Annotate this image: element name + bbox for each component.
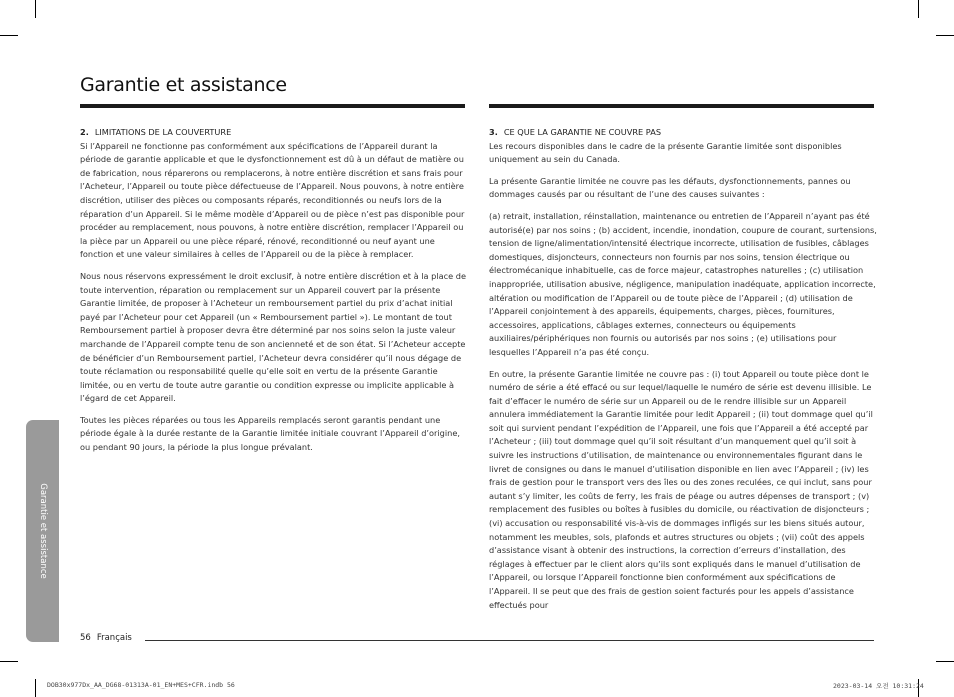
section-number: 3. <box>489 127 498 137</box>
crop-mark <box>35 679 36 697</box>
crop-mark <box>918 0 919 18</box>
page-number: 56 <box>80 633 91 643</box>
crop-mark <box>936 35 954 36</box>
section-heading-limitations <box>80 126 468 140</box>
section-heading-exclusions <box>489 126 877 140</box>
footer-rule <box>145 640 874 641</box>
crop-mark <box>936 661 954 662</box>
crop-mark <box>0 35 18 36</box>
page-footer <box>80 633 138 643</box>
left-column <box>80 126 468 463</box>
crop-mark <box>0 661 18 662</box>
paragraph: La présente Garantie limitée ne couvre pas les défauts, dysfonctionnements, pannes ou dommages causés par ou résultant de l’une des causes suivantes : <box>489 175 851 200</box>
page-title: Garantie et assistance <box>80 74 287 96</box>
paragraph: Nous nous réservons expressément le droit exclusif, à notre entière discrétion et à la place de toute intervention, réparation ou remplacement sur un Appareil couvert par la présente Garantie limitée, de proposer à l’Acheteur un remboursement partiel du prix d’achat initial payé par l’Acheteur pour cet Appareil (un « Remboursement partiel »). Le montant de tout Remboursement partiel à proposer devra être déterminé par nos soins selon la juste valeur marchande de l’Appareil compte tenu de son ancienneté et de son état. Si l’Acheteur accepte de bénéficier d’un Remboursement partiel, l’Acheteur devra considérer qu’il nous dégage de toute réclamation ou responsabilité quelle qu’elle soit en vertu de la présente Garantie limitée, ou en vertu de toute autre garantie ou condition expresse ou implicite applicable à l’égard de cet Appareil. <box>80 270 466 404</box>
section-title: LIMITATIONS DE LA COUVERTURE <box>94 127 232 137</box>
print-slug-file: DOB30x977Dx_AA_DG68-01313A-01_EN+MES+CFR.indb 56 <box>47 681 235 689</box>
title-rule-left <box>80 104 465 108</box>
section-side-tab <box>26 420 59 642</box>
right-column <box>489 126 877 620</box>
side-tab-label: Garantie et assistance <box>37 483 48 579</box>
paragraph: (a) retrait, installation, réinstallation, maintenance ou entretien de l’Appareil n’ayant pas été autorisé(e) par nos soins ; (b) accident, incendie, inondation, coupure de courant, surtensions, tension de ligne/alimentation/intensité électrique incorrecte, utilisation de fusibles, câblages domestiques, disjoncteurs, connecteurs non fournis par nos soins, tension électrique ou électromécanique inhabituelle, cas de force majeur, catastrophes naturelles ; (c) utilisation inappropriée, utilisation abusive, négligence, manipulation inadéquate, application incorrecte, altération ou modification de l’Appareil ou de toute pièce de l’Appareil ; (d) utilisation de l’Appareil conjointement à des appareils, équipements, charges, pièces, fournitures, accessoires, applications, câblages externes, connecteurs ou équipements auxiliaires/périphériques non fournis ou autorisés par nos soins ; (e) utilisations pour lesquelles l’Appareil n’a pas été conçu. <box>489 210 877 357</box>
section-number: 2. <box>80 127 89 137</box>
paragraph: En outre, la présente Garantie limitée ne couvre pas : (i) tout Appareil ou toute pièce dont le numéro de série a été effacé ou sur lequel/laquelle le numéro de série est devenu illisible. Le fait d’effacer le numéro de série sur un Appareil ou de le rendre illisible sur un Appareil annulera immédiatement la Garantie limitée pour ledit Appareil ; (ii) tout dommage quel qu’il soit qui survient pendant l’expédition de l’Appareil, une fois que l’Appareil a été accepté par l’Acheteur ; (iii) tout dommage quel qu’il soit résultant d’un manquement quel qu’il soit à suivre les instructions d’utilisation, de maintenance ou environnementales figurant dans le livret de consignes ou dans le manuel d’utilisation disponible en lien avec l’Appareil ; (iv) les frais de gestion pour le transport vers des îles ou des zones reculées, ce qui inclut, sans pour autant s’y limiter, les coûts de ferry, les frais de péage ou autres dépenses de transport ; (v) remplacement des fusibles ou boîtes à fusibles du domicile, ou réactivation de disjoncteurs ; (vi) accusation ou responsabilité vis-à-vis de dommages infligés sur les biens situés autour, notamment les meubles, sols, plafonds et autres structures ou objets ; (vii) coût des appels d’assistance visant à obtenir des instructions, la correction d’erreurs d’installation, des réglages à effectuer par le client alors qu’ils sont expliqués dans le manuel d’utilisation de l’Appareil, ou lorsque l’Appareil fonctionne bien conformément aux spécifications de l’Appareil. Il se peut que des frais de gestion soient facturés pour les appels d’assistance effectués pour <box>489 368 873 610</box>
title-rule-right <box>489 104 874 108</box>
footer-language: Français <box>96 633 132 643</box>
paragraph: Les recours disponibles dans le cadre de la présente Garantie limitée sont disponibles uniquement au sein du Canada. <box>489 140 842 165</box>
paragraph: Toutes les pièces réparées ou tous les Appareils remplacés seront garantis pendant une période égale à la durée restante de la Garantie limitée initiale couvrant l’Appareil d’origine, ou pendant 90 jours, la période la plus longue prévalant. <box>80 414 460 453</box>
print-slug-timestamp: 2023-03-14 오전 10:31:24 <box>833 682 924 690</box>
section-title: CE QUE LA GARANTIE NE COUVRE PAS <box>503 127 662 137</box>
paragraph: Si l’Appareil ne fonctionne pas conformément aux spécifications de l’Appareil durant la période de garantie applicable et que le dysfonctionnement est dû à un défaut de matière ou de fabrication, nous réparerons ou remplacerons, à notre entière discrétion et sans frais pour l’Acheteur, l’Appareil ou toute pièce défectueuse de l’Appareil. Nous pouvons, à notre entière discrétion, utiliser des pièces ou composants réparés, reconditionnés ou neufs lors de la réparation d’un Appareil. Si le même modèle d’Appareil ou de pièce n’est pas disponible pour procéder au remplacement, nous pouvons, à notre entière discrétion, remplacer l’Appareil ou la pièce par un Appareil ou une pièce réparé, rénové, reconditionné ou neuf ayant une fonction et une valeur similaires à celles de l’Appareil ou de la pièce à remplacer. <box>80 140 465 260</box>
crop-mark <box>35 0 36 18</box>
